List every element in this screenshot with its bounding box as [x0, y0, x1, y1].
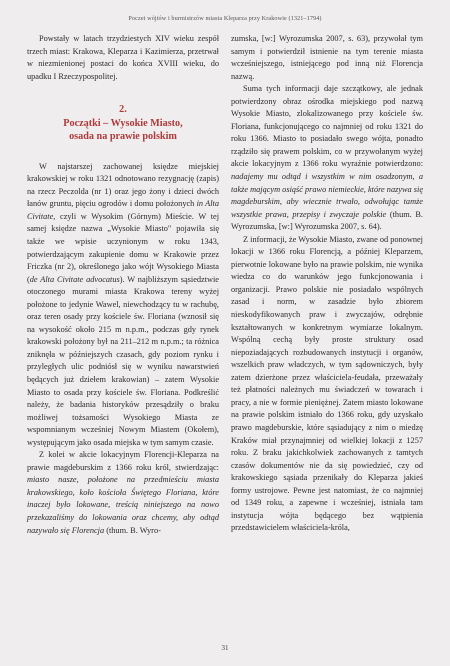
- text-run: , czyli w Wysokim (Górnym) Mieście. W tej samej księdze nazwa „Wysokie Miasto" pojawiła się także we wpisie uczynionym w roku 1343, potwierdzającym zakupienie domu w Krakowie przez Friczka (nr 2), określonego jako wójt Wysokiego Miasta (: [27, 211, 219, 284]
- body-paragraph: [27, 449, 219, 537]
- running-header: Poczet wójtów i burmistrzów miasta Kleparza przy Krakowie (1321–1794): [128, 15, 322, 22]
- text-run: Suma tych informacji daje szczątkowy, ale jednak potwierdzony obraz ośrodka miejskiego pod nazwą Wysokie Miasto, zlokalizowanego przy kościele św. Floriana, funkcjonującego co najmniej od roku 1321 do roku 1366. Miasto to posiadało swego wójta, ponadto rządziło się prawem polskim, co w przywołanym wyżej akcie lokacyjnym z 1366 roku wyraźnie potwierdzono:: [231, 84, 423, 169]
- body-paragraph: [27, 161, 219, 450]
- section-heading: [27, 103, 219, 144]
- section-title-line-2: osada na prawie polskim: [69, 131, 177, 143]
- page-number: 31: [221, 644, 229, 652]
- latin-phrase: in Alta Civitate: [27, 199, 219, 221]
- body-paragraph: Z informacji, że Wysokie Miasto, zwane od ponownej lokacji w 1366 roku Florencją, a później Kleparzem, pierwotnie lokowane było na prawie polskim, nie wynika wiedza co do warunków jego funkcjonowania i organizacji. Prawo polskie nie posiadało wspólnych zasad i norm, w zasadzie było zbiorem nieskodyfikowanych praw i zwyczajów, odrębnie kształtowanych w konkretnym wymiarze lokalnym. Wspólną cechą były proste struktury osad niepoziadających rozbudowanych instytucji i organów, wszelkich praw władczych, w tym sądowniczych, były zatem dzierżone przez właściciela-feudała, przeważały też płatności należnych mu świadczeń w towarach i pracy, a nie w formie pieniężnej. Zatem miasto lokowane na prawie polskim istniało do 1366 roku, gdy uzyskało prawo magdeburskie, które sąsiadujący z nim o miedzę Kraków miał przynajmniej od wielkiej lokacji z 1257 roku. Z braku jakichkolwiek zachowanych z tamtych czasów dokumentów nie da się powiedzieć, czy od krakowskiego sąsiada przenikały do Kleparza jakieś formy ustrojowe. Pewne jest natomiast, że co najmniej od 1349 roku, a zapewne i wcześniej, istniała tam instytucja wójta będącego bez wątpienia przedstawicielem właściciela-króla,: [231, 234, 423, 533]
- right-column: [231, 33, 423, 535]
- quotation: miasto nasze, położone na przedmieściu miasta krakowskiego, koło kościoła Świętego Floriana, które inaczej było lokowane, treścią niniejszego na nowo przekazaliśmy do lokowania oraz chcemy, aby odtąd nazywało się Florencja: [27, 475, 219, 535]
- body-paragraph: zumska, [w:] Wyrozumska 2007, s. 63), przywołał tym samym i potwierdził istnienie na tym terenie miasta wcześniejszego, istniejącego pod inną niż Florencja nazwą.: [231, 34, 423, 81]
- section-title-line-1: Początki – Wysokie Miasto,: [63, 117, 183, 129]
- text-run: Z kolei w akcie lokacyjnym Florencji-Kleparza na prawie magdeburskim z 1366 roku król, stwierdzając:: [27, 450, 219, 472]
- left-column: [27, 33, 219, 537]
- text-run: (thum. B. Wyro-: [104, 525, 161, 535]
- quotation: nadajemy mu odtąd i wszystkim w nim osadzonym, a także mającym osiąść prawo niemieckie, które nazywa się magdeburskim, aby wiecznie trwało, odwołując tamże wszystkie prawa, przepisy i zwyczaje polskie: [231, 172, 423, 219]
- section-number: 2.: [119, 104, 127, 116]
- text-run: ). W najbliższym sąsiedztwie otoczonego murami miasta Krakowa tereny wyżej położone to jedynie Wawel, niewchodzący tu w rachubę, oraz teren osady przy kościele św. Floriana (wznosił się na wysokość około 215 m n.p.m., podczas gdy rynek krakowski położony był na 211–212 m n.p.m.; ta różnica zniknęła w późniejszych czasach, gdy poziom rynku i przyległych ulic podniósł się w wyniku nawarstwień będących już dziełem krakowian) – zatem Wysokie Miasto to osada przy kościele św. Floriana. Podkreślić należy, że badania historyków przesądziły o braku możliwej tożsamości Wysokiego Miasta ze wspomnianym wcześniej Nowym Miastem (Okołem), występującym jako osada miejska w tym samym czasie.: [27, 274, 219, 447]
- text-run: W najstarszej zachowanej księdze miejskiej krakowskiej w roku 1321 odnotowano rezygnację (zapis) na rzecz Peczolda (nr 1) oraz jego żony i dzieci dwóch łanów gruntu, pięciu ogrodów i domu położonych: [27, 161, 219, 209]
- text-run: (thum. B. Wyrozumska, [w:] Wyrozumska 2007, s. 64).: [231, 209, 423, 232]
- intro-paragraph: Powstały w latach trzydziestych XIV wieku zespół trzech miast: Krakowa, Kleparza i Kazimierza, przetrwał w niezmienionej postaci do końca XVIII wieku, do upadku I Rzeczypospolitej.: [27, 34, 219, 81]
- latin-phrase: de Alta Civitate advocatus: [29, 274, 120, 284]
- body-paragraph: [231, 83, 423, 234]
